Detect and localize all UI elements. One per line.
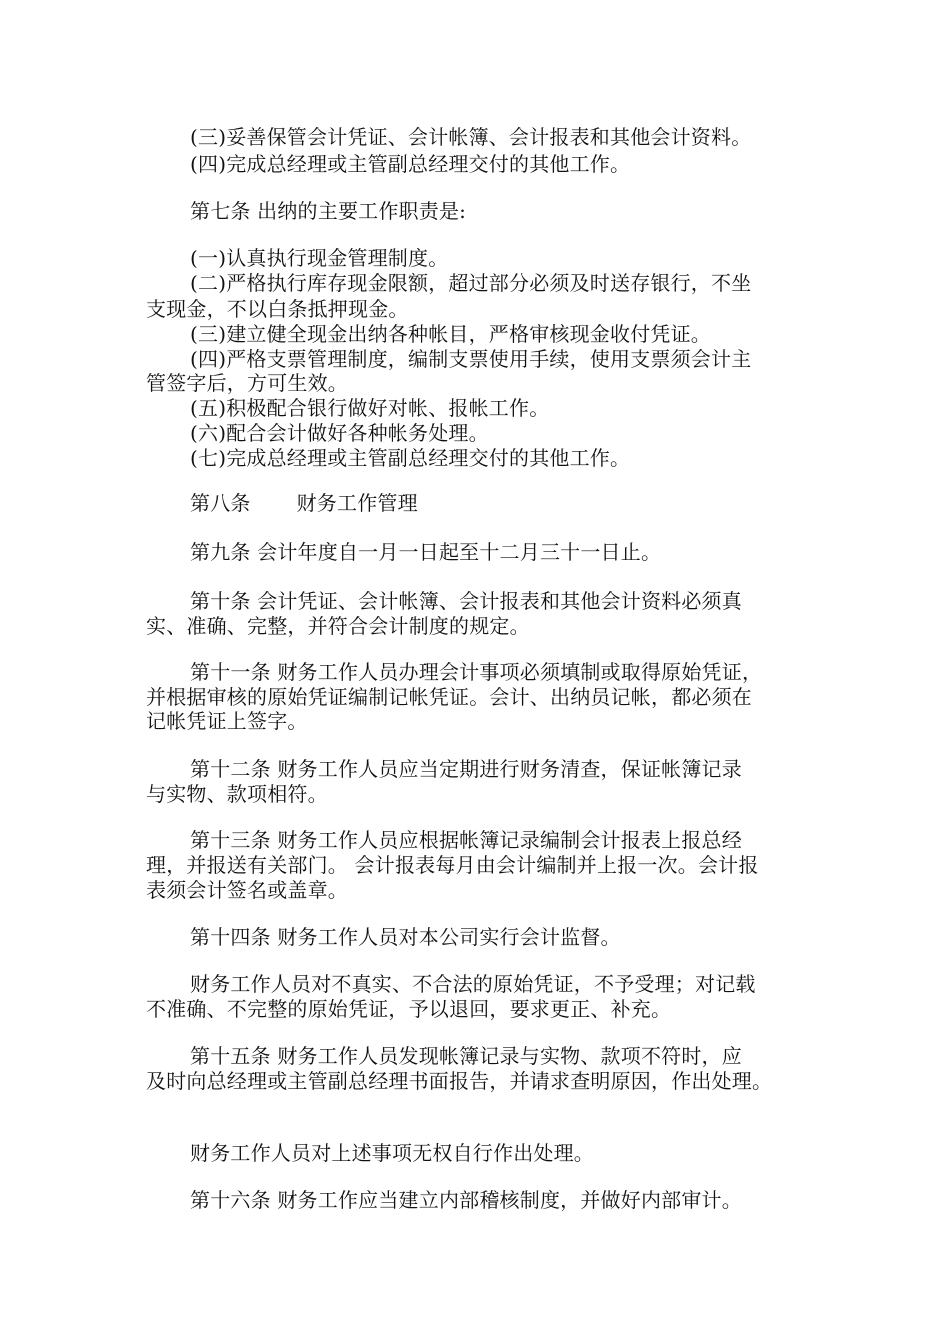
article7-item3: (三)建立健全现金出纳各种帐目，严格审核现金收付凭证。 — [190, 322, 712, 346]
article6-item4: (四)完成总经理或主管副总经理交付的其他工作。 — [190, 152, 631, 176]
article15-para: 财务工作人员对上述事项无权自行作出处理。 — [190, 1141, 594, 1165]
article8-title: 财务工作管理 — [296, 491, 418, 515]
article7-item1: (一)认真执行现金管理制度。 — [190, 246, 449, 270]
article14-heading: 第十四条 财务工作人员对本公司实行会计监督。 — [190, 925, 621, 949]
article7-item2-line1: (二)严格执行库存现金限额，超过部分必须及时送存银行，不坐 — [190, 271, 752, 295]
article14-para-line1: 财务工作人员对不真实、不合法的原始凭证，不予受理；对记载 — [190, 972, 756, 996]
article8-heading — [190, 491, 418, 515]
article9: 第九条 会计年度自一月一日起至十二月三十一日止。 — [190, 540, 662, 564]
article14-para-line2: 不准确、不完整的原始凭证，予以退回，要求更正、补充。 — [146, 997, 672, 1021]
article13-line1: 第十三条 财务工作人员应根据帐簿记录编制会计报表上报总经 — [190, 828, 742, 852]
article12-line1: 第十二条 财务工作人员应当定期进行财务清查，保证帐簿记录 — [190, 757, 742, 781]
article15-line1: 第十五条 财务工作人员发现帐簿记录与实物、款项不符时，应 — [190, 1044, 742, 1068]
article13-line3: 表须会计签名或盖章。 — [146, 878, 348, 902]
article11-line3: 记帐凭证上签字。 — [146, 709, 308, 733]
article6-item3: (三)妥善保管会计凭证、会计帐簿、会计报表和其他会计资料。 — [190, 125, 752, 149]
article8-number: 第八条 — [190, 491, 251, 515]
article10-line2: 实、准确、完整，并符合会计制度的规定。 — [146, 614, 530, 638]
article12-line2: 与实物、款项相符。 — [146, 782, 328, 806]
article16: 第十六条 财务工作应当建立内部稽核制度，并做好内部审计。 — [190, 1188, 742, 1212]
article7-heading: 第七条 出纳的主要工作职责是: — [190, 199, 467, 223]
article7-item6: (六)配合会计做好各种帐务处理。 — [190, 421, 489, 445]
article10-line1: 第十条 会计凭证、会计帐簿、会计报表和其他会计资料必须真 — [190, 589, 742, 613]
article7-item7: (七)完成总经理或主管副总经理交付的其他工作。 — [190, 446, 631, 470]
article7-item5: (五)积极配合银行做好对帐、报帐工作。 — [190, 396, 550, 420]
article11-line1: 第十一条 财务工作人员办理会计事项必须填制或取得原始凭证， — [190, 660, 763, 684]
article13-line2: 理，并报送有关部门。 会计报表每月由会计编制并上报一次。会计报 — [146, 853, 759, 877]
article11-line2: 并根据审核的原始凭证编制记帐凭证。会计、出纳员记帐，都必须在 — [146, 685, 752, 709]
article7-item2-line2: 支现金，不以白条抵押现金。 — [146, 297, 409, 321]
article7-item4-line2: 管签字后，方可生效。 — [146, 371, 348, 395]
article15-line2: 及时向总经理或主管副总经理书面报告，并请求查明原因，作出处理。 — [146, 1069, 773, 1093]
article7-item4-line1: (四)严格支票管理制度，编制支票使用手续，使用支票须会计主 — [190, 347, 752, 371]
